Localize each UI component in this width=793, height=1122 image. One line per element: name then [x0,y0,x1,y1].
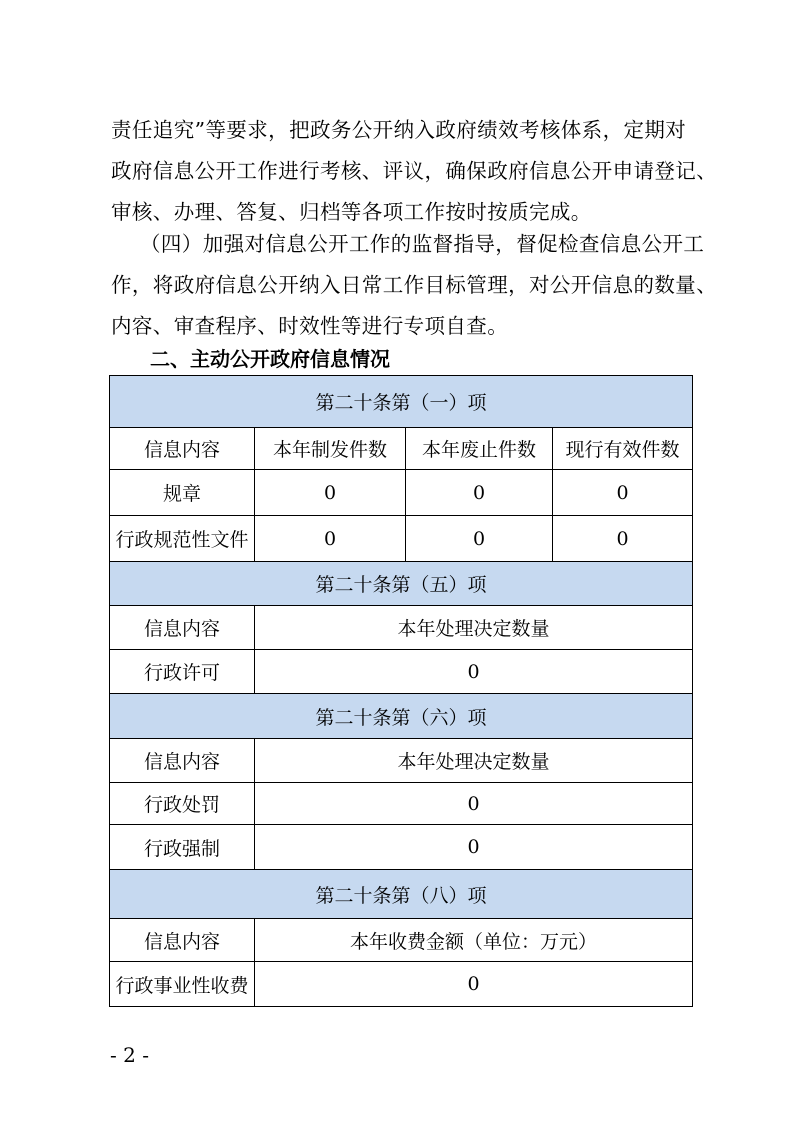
section-title: 第二十条第（五）项 [110,562,693,606]
table-row [110,650,693,694]
cell-value: 0 [553,516,693,562]
column-header: 信息内容 [110,919,255,962]
cell-value: 0 [255,470,406,516]
row-label: 行政事业性收费 [110,962,255,1007]
section-title: 第二十条第（六）项 [110,694,693,739]
cell-value: 0 [553,470,693,516]
section-title: 第二十条第（一）项 [110,376,693,428]
paragraph-line: 内容、审查程序、时效性等进行专项自查。 [111,314,509,338]
column-header: 信息内容 [110,739,255,783]
cell-value: 0 [255,825,693,870]
table-row [110,783,693,825]
table-row [110,962,693,1007]
table-row [110,470,693,516]
section-header-row [110,562,693,606]
column-header: 本年制发件数 [255,428,406,470]
column-header-row [110,739,693,783]
row-label: 行政强制 [110,825,255,870]
column-header: 信息内容 [110,428,255,470]
row-label: 行政处罚 [110,783,255,825]
column-header-row [110,919,693,962]
column-header: 本年废止件数 [406,428,553,470]
page-number: - 2 - [110,1043,149,1067]
column-header-row [110,606,693,650]
row-label: 行政许可 [110,650,255,694]
row-label: 行政规范性文件 [110,516,255,562]
cell-value: 0 [255,650,693,694]
section-header-row [110,694,693,739]
paragraph-line: 审核、办理、答复、归档等各项工作按时按质完成。 [111,200,592,224]
column-header: 本年处理决定数量 [255,739,693,783]
section-title: 第二十条第（八）项 [110,870,693,919]
paragraph-line: 作，将政府信息公开纳入日常工作目标管理，对公开信息的数量、 [111,273,718,297]
table-row [110,516,693,562]
cell-value: 0 [255,783,693,825]
column-header: 信息内容 [110,606,255,650]
disclosure-table [109,375,693,1007]
cell-value: 0 [255,516,406,562]
cell-value: 0 [406,516,553,562]
column-header-row [110,428,693,470]
column-header: 本年收费金额（单位：万元） [255,919,693,962]
section-heading: 二、主动公开政府信息情况 [150,347,390,371]
paragraph-line: （四）加强对信息公开工作的监督指导，督促检查信息公开工 [140,232,705,256]
paragraph-line: 政府信息公开工作进行考核、评议，确保政府信息公开申请登记、 [111,159,718,183]
cell-value: 0 [255,962,693,1007]
column-header: 本年处理决定数量 [255,606,693,650]
row-label: 规章 [110,470,255,516]
column-header: 现行有效件数 [553,428,693,470]
section-header-row [110,870,693,919]
table-row [110,825,693,870]
paragraph-line: 责任追究”等要求，把政务公开纳入政府绩效考核体系，定期对 [111,118,687,142]
cell-value: 0 [406,470,553,516]
section-header-row [110,376,693,428]
